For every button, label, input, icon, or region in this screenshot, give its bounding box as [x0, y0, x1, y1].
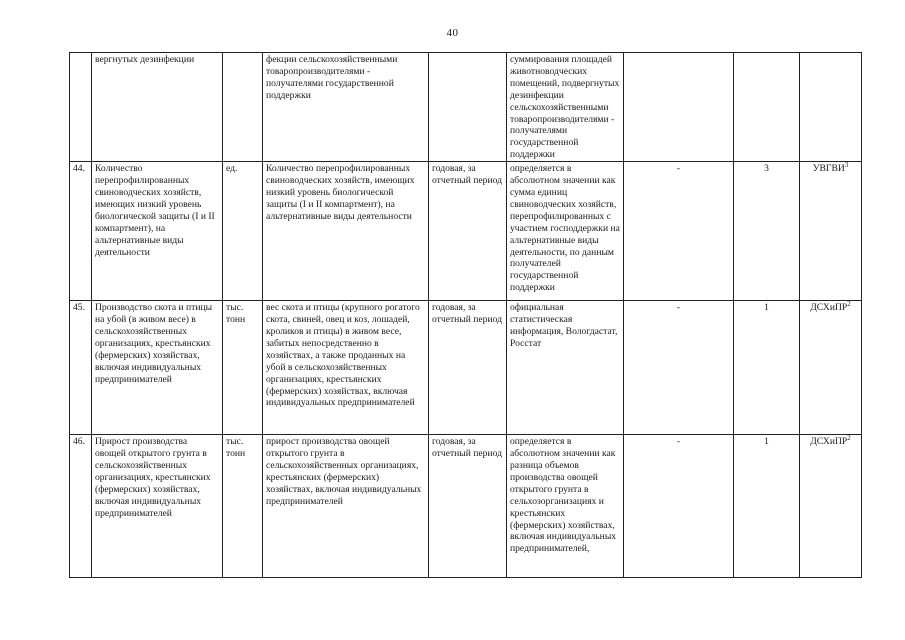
indicator-name: Прирост производства овощей открытого грунта в сельскохозяйственных организациях, крестьянских (фермерских) хозяйствах, включая индивидуальных предпринимателей [92, 435, 223, 578]
periodicity: годовая, за отчетный период [429, 162, 507, 301]
calculation-method: официальная статистическая информация, Вологдастат, Росстат [507, 301, 624, 435]
row-number: 44. [70, 162, 92, 301]
target-value: 3 [734, 162, 800, 301]
calculation-method: определяется в абсолютном значении как сумма единиц свиноводческих хозяйств, перепрофилированных с участием господдержки на альтернативные виды деятельности, по данным получателей государственной поддержки [507, 162, 624, 301]
page-number: 40 [446, 27, 459, 39]
row-number [70, 53, 92, 162]
indicator-definition: Количество перепрофилированных свиноводческих хозяйств, имеющих низкий уровень биологической защиты (I и II компартмент), на альтернативные виды деятельности [263, 162, 429, 301]
responsible-source [800, 301, 862, 435]
responsible-source [800, 53, 862, 162]
base-value: - [624, 435, 734, 578]
footnote-mark: 2 [847, 434, 851, 442]
indicators-table [69, 52, 862, 578]
footnote-mark: 2 [847, 300, 851, 308]
unit: тыс. тонн [223, 435, 263, 578]
table-row [70, 435, 862, 578]
target-value: 1 [734, 301, 800, 435]
table-row [70, 53, 862, 162]
indicator-definition: фекции сельскохозяйственными товаропроизводителями - получателями государственной поддержки [263, 53, 429, 162]
indicator-name: вергнутых дезинфекции [92, 53, 223, 162]
source-label: ДСХиПР [810, 302, 848, 314]
footnote-mark: 3 [844, 161, 849, 169]
base-value: - [624, 301, 734, 435]
periodicity: годовая, за отчетный период [429, 435, 507, 578]
source-label: УВГВИ [812, 163, 845, 175]
responsible-source [800, 162, 862, 301]
unit [223, 53, 263, 162]
indicator-name: Производство скота и птицы на убой (в живом весе) в сельскохозяйственных организациях, крестьянских (фермерских) хозяйствах, включая индивидуальных предпринимателей [92, 301, 223, 435]
base-value: - [624, 162, 734, 301]
indicator-name: Количество перепрофилированных свиноводческих хозяйств, имеющих низкий уровень биологической защиты (I и II компартмент), на альтернативные виды деятельности [92, 162, 223, 301]
indicator-definition: прирост производства овощей открытого грунта в сельскохозяйственных организациях, крестьянских (фермерских) хозяйствах, включая индивидуальных предпринимателей [263, 435, 429, 578]
periodicity [429, 53, 507, 162]
source-label: ДСХиПР [810, 436, 848, 448]
target-value: 1 [734, 435, 800, 578]
table-row [70, 301, 862, 435]
unit: ед. [223, 162, 263, 301]
target-value [734, 53, 800, 162]
calculation-method: определяется в абсолютном значении как разница объемов производства овощей открытого грунта в сельхозорганизациях и крестьянских (фермерских) хозяйствах, включая индивидуальных предпринимателей, [507, 435, 624, 578]
table-row [70, 162, 862, 301]
row-number: 46. [70, 435, 92, 578]
calculation-method: суммирования площадей животноводческих помещений, подвергнутых дезинфекции сельскохозяйственными товаропроизводителями - получателями государственной поддержки [507, 53, 624, 162]
row-number: 45. [70, 301, 92, 435]
periodicity: годовая, за отчетный период [429, 301, 507, 435]
responsible-source [800, 435, 862, 578]
base-value [624, 53, 734, 162]
indicator-definition: вес скота и птицы (крупного рогатого скота, свиней, овец и коз, лошадей, кроликов и птицы) в живом весе, забитых непосредственно в хозяйствах, а также проданных на убой в сельскохозяйственных организациях, крестьянских (фермерских) хозяйствах, включая индивидуальных предпринимателей [263, 301, 429, 435]
unit: тыс. тонн [223, 301, 263, 435]
